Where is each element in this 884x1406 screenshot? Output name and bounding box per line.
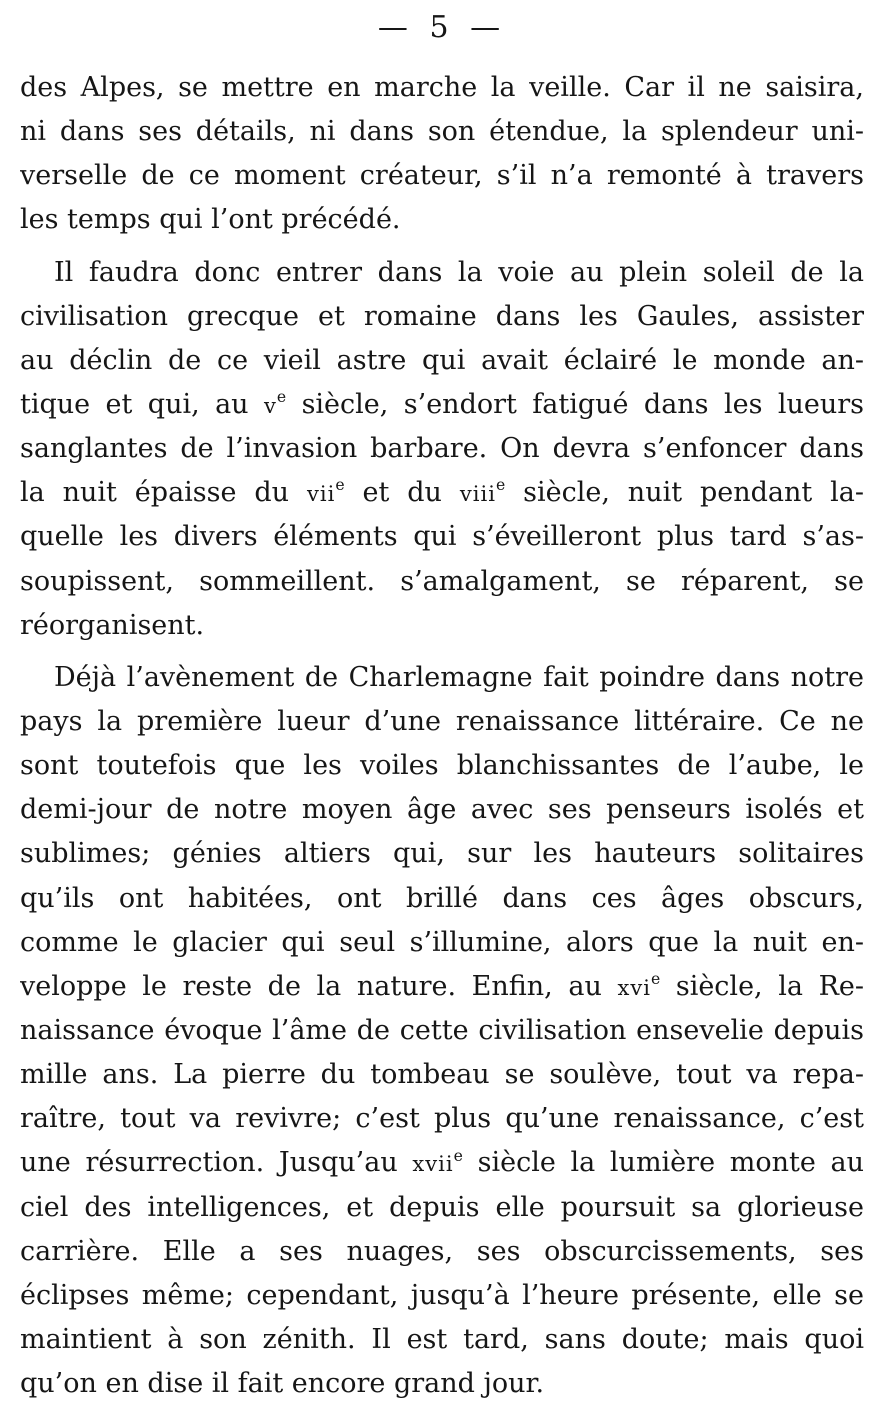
- century-numeral: viii: [459, 481, 496, 507]
- text-line: comme le glacier qui seul s’illumine, alors que la nuit en-: [20, 926, 864, 958]
- paragraph-1: [20, 66, 864, 243]
- paragraph-2: [20, 251, 864, 648]
- ordinal-suffix: e: [495, 475, 506, 495]
- text-line: une résurrection. Jusqu’au xvii$^e$ siècle la lumière monte au: [20, 1145, 864, 1179]
- text-line: pays la première lueur d’une renaissance littéraire. Ce ne: [20, 705, 864, 737]
- text-line: quelle les divers éléments qui s’éveilleront plus tard s’as-: [20, 521, 864, 553]
- text-line: ni dans ses détails, ni dans son étendue, la splendeur uni-: [20, 116, 864, 148]
- body-text: [20, 66, 864, 1406]
- century-numeral: vii: [306, 481, 336, 507]
- text-line: soupissent, sommeillent. s’amalgament, se réparent, se: [20, 565, 864, 597]
- text-line: demi-jour de notre moyen âge avec ses penseurs isolés et: [20, 794, 864, 826]
- text-line: Déjà l’avènement de Charlemagne fait poindre dans notre: [54, 661, 864, 693]
- text-line: mille ans. La pierre du tombeau se soulève, tout va repa-: [20, 1059, 864, 1091]
- text-line: les temps qui l’ont précédé.: [20, 204, 401, 236]
- text-line: civilisation grecque et romaine dans les Gaules, assister: [20, 300, 864, 332]
- text-line: sont toutefois que les voiles blanchissantes de l’aube, le: [20, 750, 864, 782]
- ordinal-suffix: e: [276, 387, 287, 407]
- text-line: au déclin de ce vieil astre qui avait éclairé le monde an-: [20, 344, 864, 376]
- text-line: carrière. Elle a ses nuages, ses obscurcissements, ses: [20, 1235, 864, 1267]
- text-line: sanglantes de l’invasion barbare. On devra s’enfoncer dans: [20, 433, 864, 465]
- paragraph-3: [20, 656, 864, 1406]
- century-numeral: v: [264, 392, 277, 418]
- century-numeral: xvii: [412, 1151, 454, 1177]
- text-line: réorganisent.: [20, 609, 205, 641]
- ordinal-suffix: e: [650, 969, 661, 989]
- text-line: des Alpes, se mettre en marche la veille. Car il ne saisira,: [20, 72, 864, 103]
- text-line: sublimes; génies altiers qui, sur les hauteurs solitaires: [20, 838, 864, 870]
- text-line: ciel des intelligences, et depuis elle poursuit sa glorieuse: [20, 1191, 864, 1223]
- text-line: la nuit épaisse du vii$^e$ et du viii$^e$ siècle, nuit pendant la-: [20, 475, 864, 509]
- book-page: [20, 8, 864, 1398]
- century-numeral: xvi: [617, 974, 651, 1000]
- page-number: — 5 —: [377, 10, 507, 45]
- text-line: naissance évoque l’âme de cette civilisation ensevelie depuis: [20, 1014, 864, 1046]
- text-line: raître, tout va revivre; c’est plus qu’une renaissance, c’est: [20, 1103, 864, 1135]
- text-line: verselle de ce moment créateur, s’il n’a remonté à travers: [20, 160, 864, 192]
- text-line: éclipses même; cependant, jusqu’à l’heure présente, elle se: [20, 1279, 864, 1311]
- text-line: Il faudra donc entrer dans la voie au plein soleil de la: [54, 256, 864, 288]
- text-line: qu’on en dise il fait encore grand jour.: [20, 1368, 545, 1400]
- text-line: tique et qui, au $v^e$ siècle, s’endort fatigué dans les lueurs: [20, 387, 864, 420]
- text-line: veloppe le reste de la nature. Enfin, au xvi$^e$ siècle, la Re-: [20, 969, 864, 1002]
- ordinal-suffix: e: [335, 475, 345, 495]
- text-line: qu’ils ont habitées, ont brillé dans ces âges obscurs,: [20, 882, 864, 914]
- ordinal-suffix: e: [453, 1145, 463, 1165]
- text-line: maintient à son zénith. Il est tard, sans doute; mais quoi: [20, 1323, 864, 1355]
